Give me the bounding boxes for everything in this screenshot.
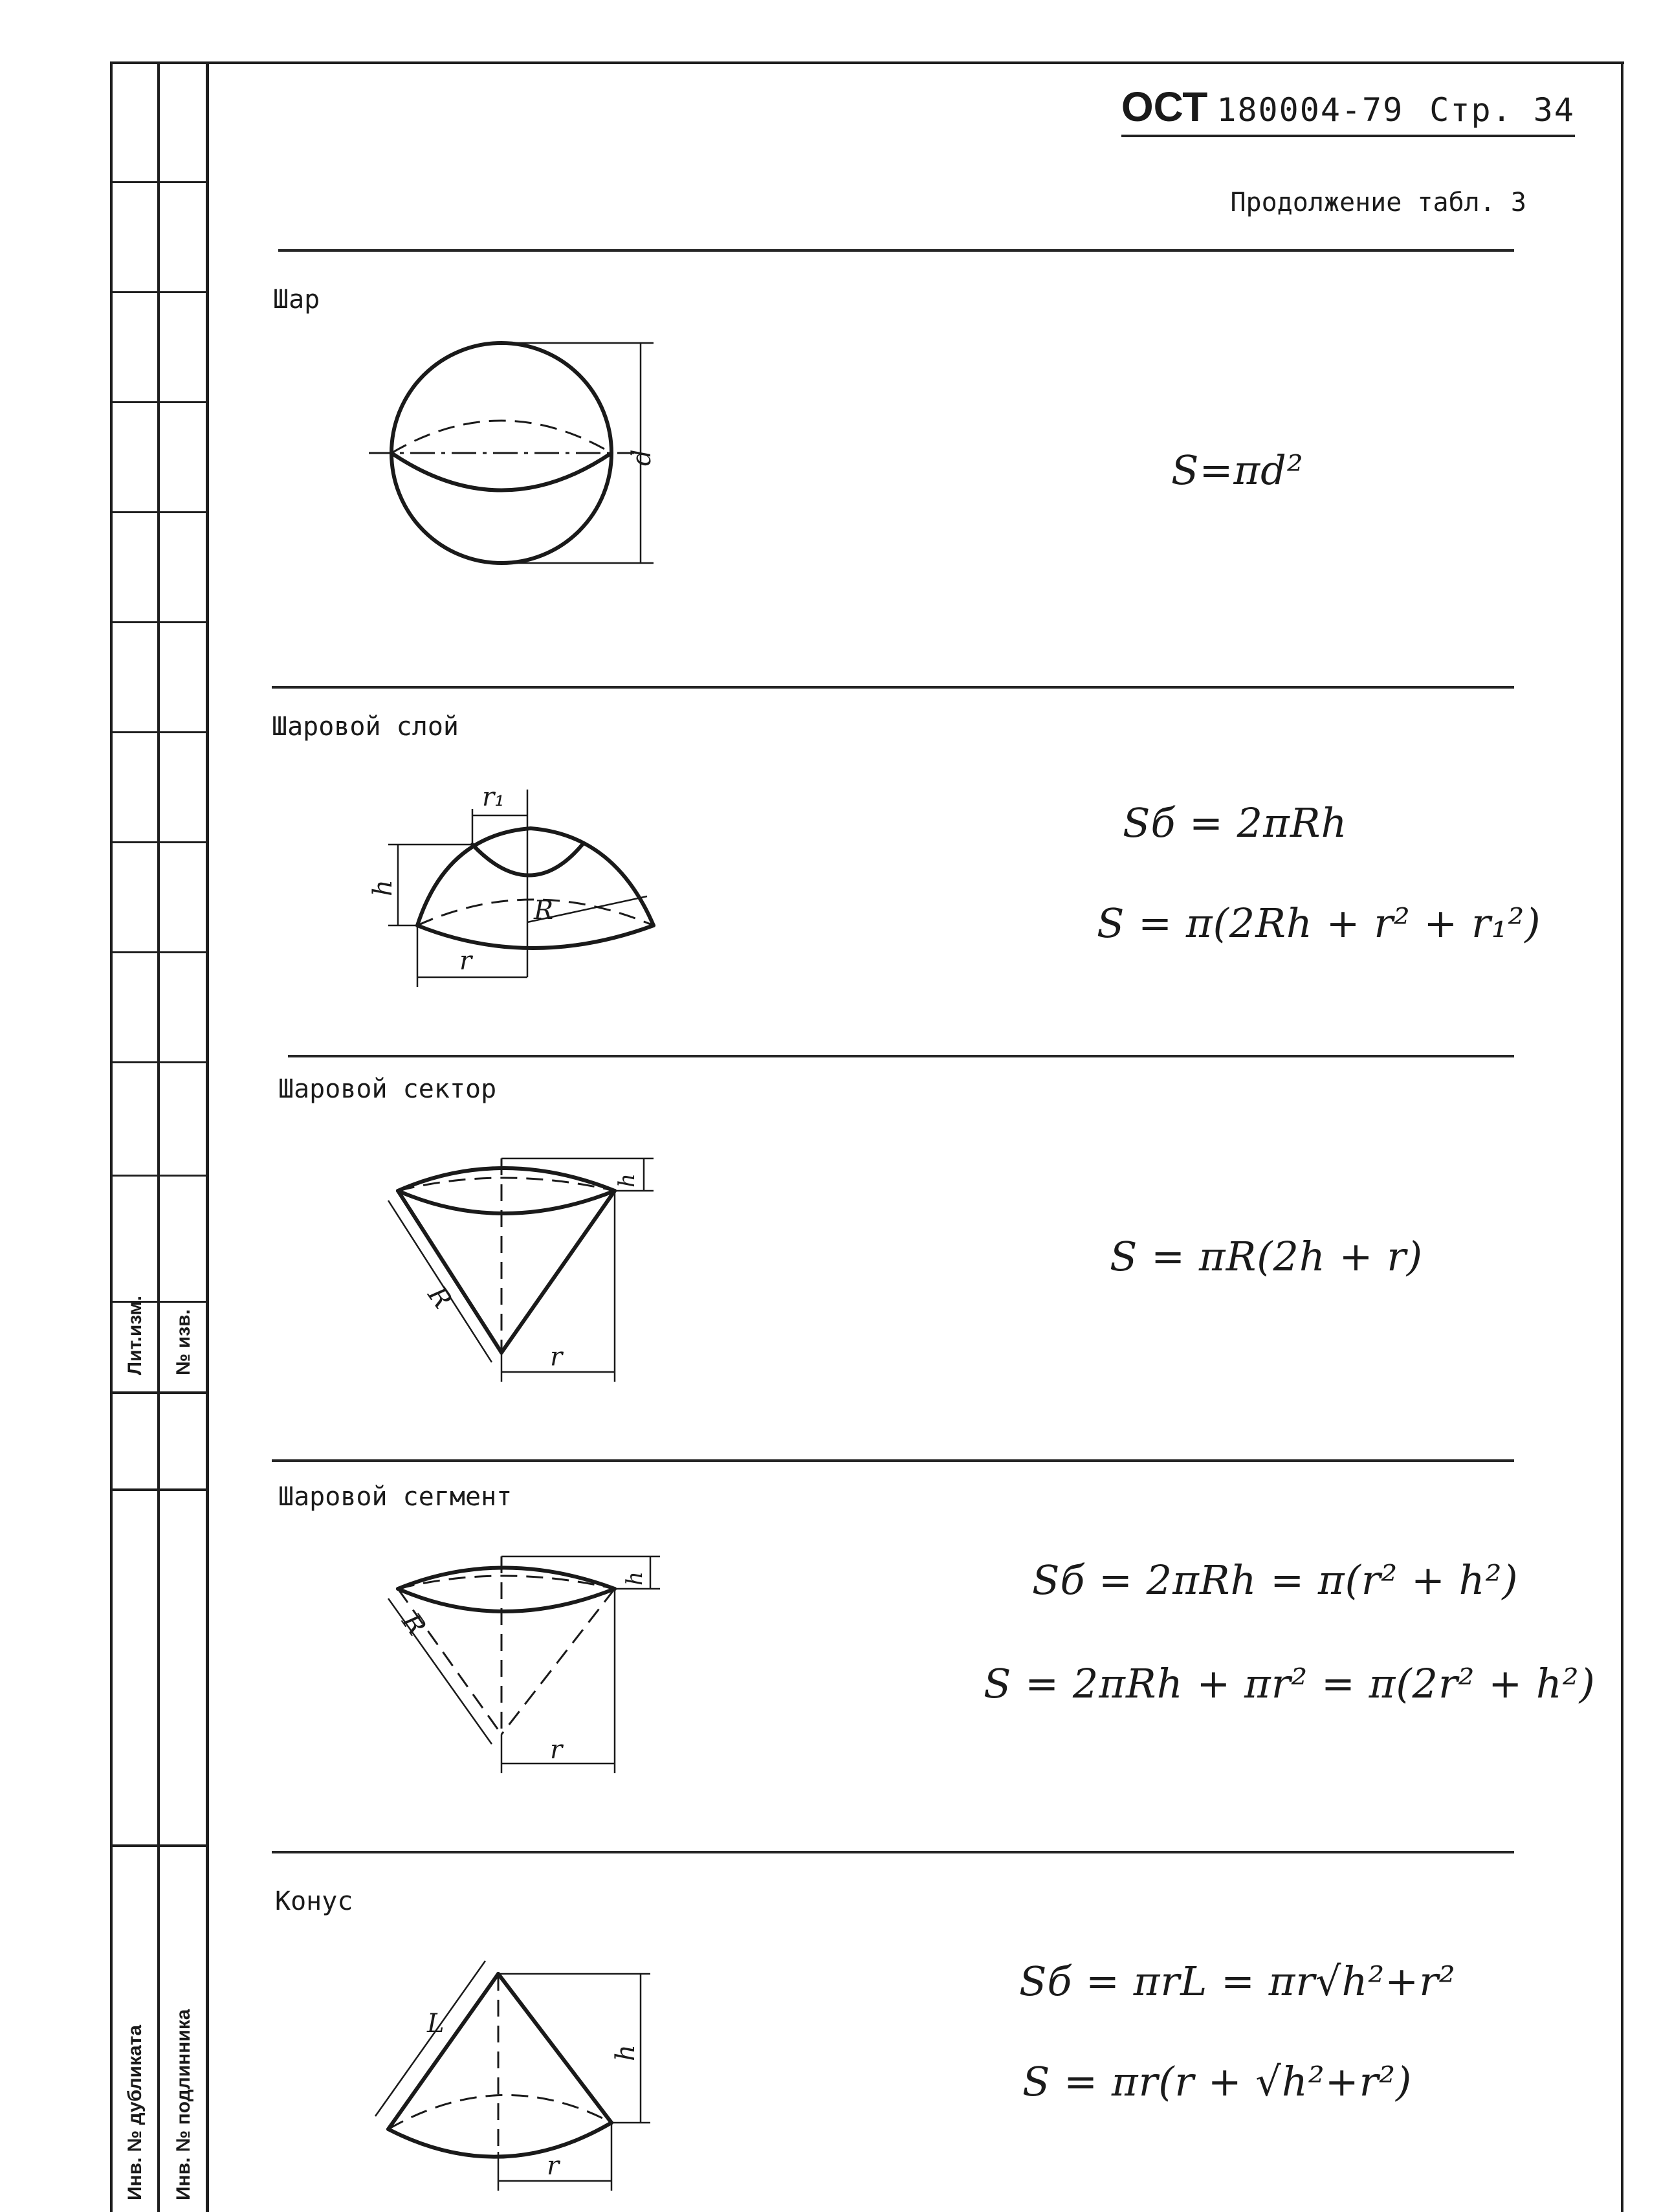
standard-code: ОСТ xyxy=(1121,83,1208,130)
section-rule xyxy=(278,249,1514,252)
label-h: h xyxy=(611,2044,641,2061)
section-rule xyxy=(272,1459,1514,1462)
stamp-inv-dup: Инв. № дубликата xyxy=(124,2024,146,2200)
label-r: r xyxy=(459,946,472,976)
strip-divider xyxy=(110,1061,207,1063)
strip-divider xyxy=(110,401,207,403)
section-rule xyxy=(272,686,1514,689)
spherical-segment-figure xyxy=(362,1540,686,1793)
standard-number: 180004-79 xyxy=(1216,91,1404,129)
frame-right xyxy=(1621,61,1623,2212)
strip-divider xyxy=(110,951,207,953)
label-R: R xyxy=(395,1608,432,1641)
table-continuation: Продолжение табл. 3 xyxy=(1230,188,1526,217)
strip-divider xyxy=(110,1844,207,1847)
formula-segment-lateral: Sб = 2πRh = π(r² + h²) xyxy=(1032,1556,1519,1604)
label-r1: r₁ xyxy=(482,782,505,812)
section-title-cone: Конус xyxy=(275,1886,353,1916)
label-r: r xyxy=(550,1342,563,1372)
strip-divider xyxy=(110,621,207,623)
sphere-figure xyxy=(336,337,673,608)
section-title-spherical-segment: Шаровой сегмент xyxy=(278,1482,512,1512)
frame-left-mid xyxy=(157,61,160,2212)
label-h: h xyxy=(368,879,398,896)
formula-layer-lateral: Sб = 2πRh xyxy=(1123,799,1348,846)
frame-left-outer xyxy=(110,61,113,2212)
formula-layer-total: S = π(2Rh + r² + r₁²) xyxy=(1097,900,1541,947)
formula-sector: S = πR(2h + r) xyxy=(1110,1233,1424,1280)
strip-divider xyxy=(110,511,207,513)
formula-cone-lateral: Sб = πrL = πr√h²+r² xyxy=(1019,1958,1456,2005)
label-r: r xyxy=(547,2151,560,2181)
page-header xyxy=(1121,83,1575,137)
frame-left-inner xyxy=(206,61,209,2212)
label-r: r xyxy=(550,1735,563,1765)
strip-divider xyxy=(110,731,207,733)
strip-divider xyxy=(110,1488,207,1491)
spherical-layer-figure xyxy=(362,764,725,1010)
strip-divider xyxy=(110,1175,207,1177)
label-R: R xyxy=(534,896,554,925)
label-d: d xyxy=(627,449,657,466)
strip-divider xyxy=(110,181,207,183)
strip-divider xyxy=(110,841,207,843)
formula-cone-total: S = πr(r + √h²+r²) xyxy=(1022,2058,1413,2105)
section-rule xyxy=(272,1851,1514,1853)
formula-segment-total: S = 2πRh + πr² = π(2r² + h²) xyxy=(984,1660,1596,1707)
strip-divider xyxy=(110,291,207,293)
stamp-inv-orig: Инв. № подлинника xyxy=(173,2009,194,2200)
section-title-spherical-sector: Шаровой сектор xyxy=(278,1074,497,1104)
cone-figure xyxy=(362,1935,673,2212)
label-h: h xyxy=(614,1173,640,1188)
formula-sphere: S=πd² xyxy=(1171,447,1304,494)
strip-divider xyxy=(110,1391,207,1394)
section-title-sphere: Шар xyxy=(273,285,320,315)
frame-top xyxy=(110,61,1624,64)
page-number: Стр. 34 xyxy=(1429,91,1575,129)
label-R: R xyxy=(421,1281,457,1314)
section-rule xyxy=(288,1055,1514,1057)
label-L: L xyxy=(427,2009,445,2039)
section-title-spherical-layer: Шаровой слой xyxy=(272,712,459,742)
stamp-lit-izm: Лит.изм. xyxy=(124,1295,146,1375)
label-h: h xyxy=(622,1571,648,1586)
stamp-no-izv: № изв. xyxy=(173,1309,194,1375)
spherical-sector-figure xyxy=(362,1139,673,1385)
